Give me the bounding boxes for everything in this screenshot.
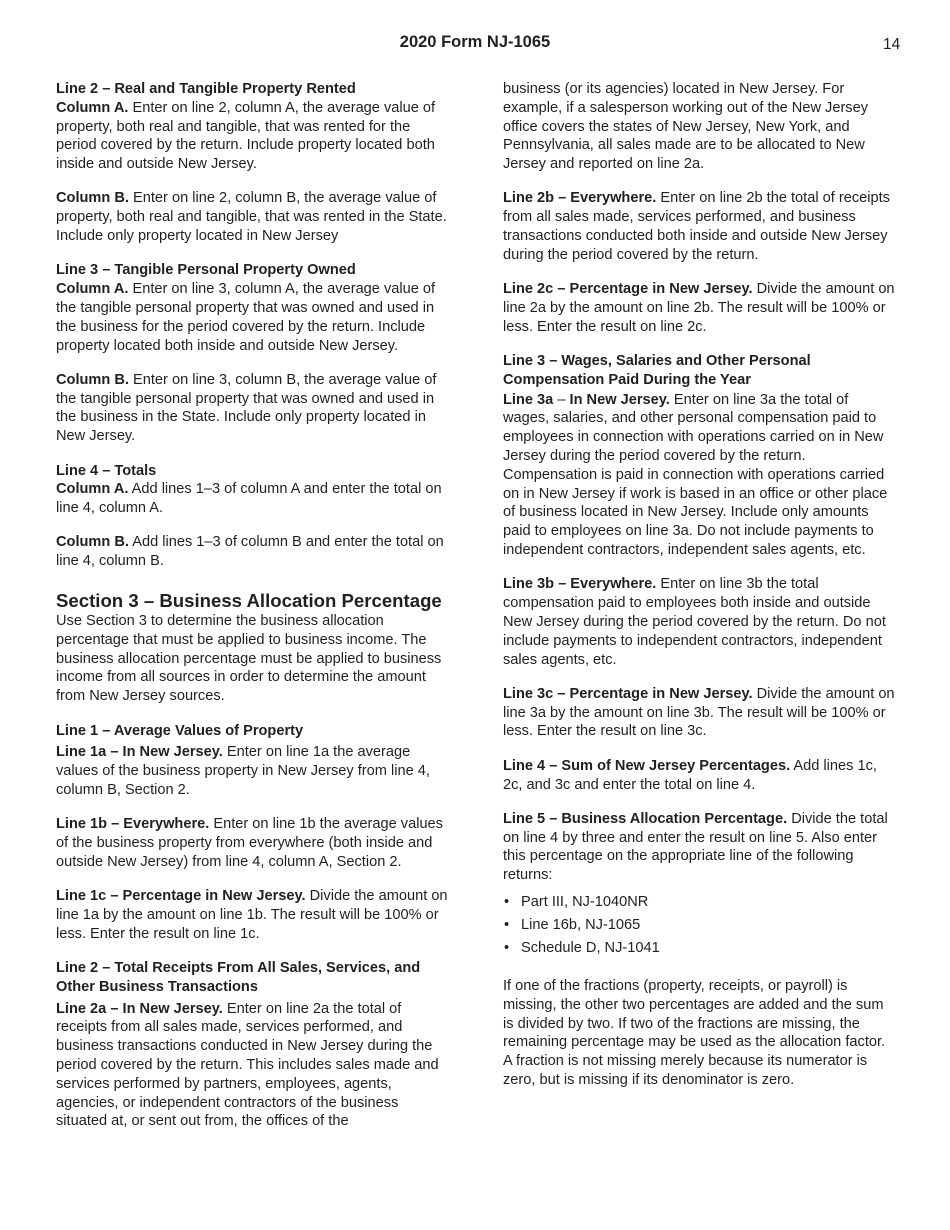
line4-column-b xyxy=(56,533,448,571)
column-b-text: Enter on line 2, column B, the average value of property, both real and tangible, that was rented in the State. Include only property located in New Jersey xyxy=(56,190,447,245)
line3a-label-in-nj: In New Jersey. xyxy=(569,391,670,408)
line2b-text: Enter on line 2b the total of receipts from all sales made, services performed, and business transactions conducted both inside and outside New Jersey during the period covered by the return. xyxy=(503,190,890,263)
line2-column-a xyxy=(56,99,448,174)
line3a-paragraph xyxy=(503,391,897,560)
line5-label: Line 5 – Business Allocation Percentage. xyxy=(503,810,788,827)
list-item: • Part III, NJ-1040NR xyxy=(503,893,897,912)
right-column xyxy=(503,80,897,1105)
line3b-label: Line 3b – Everywhere. xyxy=(503,576,657,593)
section3-line1-heading: Line 1 – Average Values of Property xyxy=(56,722,304,739)
list-item: • Line 16b, NJ-1065 xyxy=(503,916,897,935)
page-number: 14 xyxy=(883,36,901,53)
returns-list xyxy=(503,893,897,958)
line3c-label: Line 3c – Percentage in New Jersey. xyxy=(503,685,753,702)
line2a-label: Line 2a – In New Jersey. xyxy=(56,1000,223,1017)
line3a-dash: – xyxy=(553,391,570,408)
column-a-label: Column A. xyxy=(56,281,129,298)
column-b-text: Add lines 1–3 of column B and enter the total on line 4, column B. xyxy=(56,534,444,570)
line3c-text: Divide the amount on line 3a by the amount on line 3b. The result will be 100% or less. Enter the result on line 3c. xyxy=(503,685,895,740)
line4-label: Line 4 – Sum of New Jersey Percentages. xyxy=(503,757,791,774)
line5-text: Divide the total on line 4 by three and enter the result on line 5. Also enter this percentage on the appropriate line of the following returns: xyxy=(503,810,888,884)
column-a-label: Column A. xyxy=(56,99,129,116)
line1b-label: Line 1b – Everywhere. xyxy=(56,816,210,833)
line2-column-b xyxy=(56,189,448,245)
column-a-text: Add lines 1–3 of column A and enter the total on line 4, column A. xyxy=(56,481,442,517)
line3b-text: Enter on line 3b the total compensation paid to employees both inside and outside New Jersey during the period covered by the return. Do not include payments to independent contractors, independent sales agents, etc. xyxy=(503,576,886,668)
column-b-text: Enter on line 3, column B, the average value of the tangible personal property that was owned and used in the business in the State. Include only property located in New Jersey. xyxy=(56,371,437,445)
section-3-title: Section 3 – Business Allocation Percentage xyxy=(56,590,442,612)
line1c-label: Line 1c – Percentage in New Jersey. xyxy=(56,888,306,905)
column-a-label: Column A. xyxy=(56,481,129,498)
line1c-text: Divide the amount on line 1a by the amount on line 1b. The result will be 100% or less. Enter the result on line 1c. xyxy=(56,888,448,942)
line2c-label: Line 2c – Percentage in New Jersey. xyxy=(503,281,753,298)
list-item: • Schedule D, NJ-1041 xyxy=(503,939,897,958)
line2c-paragraph xyxy=(503,280,897,336)
line2b-paragraph xyxy=(503,189,897,264)
line3a-label: Line 3a xyxy=(503,391,554,408)
line3a-text: Enter on line 3a the total of wages, salaries, and other personal compensation paid to employees in connection with operations carried on in New Jersey during the period covered by the return. Compensation is paid in connection with operations carried on in New Jersey if work is based in an office or other place of business located in New Jersey. Include only amounts paid to employees on line 3a. Do not include payments to independent contractors, independent sales agents, etc. xyxy=(503,391,888,559)
closing-paragraph: If one of the fractions (property, receipts, or payroll) is missing, the other two percentages are added and the sum is divided by two. If two of the fractions are missing, the remaining percentage may be used as the allocation factor. A fraction is not missing merely because its numerator is zero, but is missing if its denominator is zero. xyxy=(503,977,886,1088)
column-a-text: Enter on line 3, column A, the average value of the tangible personal property that was owned and used in the business for the period covered by the return. Include property located both inside and outside New Jersey. xyxy=(56,281,436,354)
line1a-text: Enter on line 1a the average values of the business property in New Jersey from line 4, column B, Section 2. xyxy=(56,744,430,798)
line3c-paragraph xyxy=(503,685,897,741)
line2a-continued: business (or its agencies) located in New Jersey. For example, if a salesperson working out of the New Jersey office covers the states of New Jersey, New York, and Pennsylvania, all sales made are to be allocated to New Jersey and reported on line 2a. xyxy=(503,81,869,173)
column-b-label: Column B. xyxy=(56,190,129,207)
form-title: 2020 Form NJ-1065 xyxy=(399,33,551,51)
line3-column-a xyxy=(56,280,448,355)
line4-paragraph xyxy=(503,757,897,795)
line5-paragraph xyxy=(503,810,897,885)
line1b-text: Enter on line 1b the average values of the business property from everywhere (both inside and outside New Jersey) from line 4, column A, Section 2. xyxy=(56,816,443,870)
left-column xyxy=(56,80,448,1147)
line2-heading: Line 2 – Real and Tangible Property Rented xyxy=(56,81,356,97)
line1c-paragraph xyxy=(56,887,448,943)
line1a-paragraph xyxy=(56,743,448,799)
line3-column-b xyxy=(56,371,448,446)
line2a-text: Enter on line 2a the total of receipts from all sales made, services performed, and business transactions conducted in New Jersey during the period covered by the return. This includes sales made and services performed by partners, employees, agents, agencies, or independent contractors of the business situated at, or sent out from, the offices of the xyxy=(56,1000,439,1130)
section3-line2-heading: Line 2 – Total Receipts From All Sales, Services, and Other Business Transactions xyxy=(56,959,421,995)
line1a-label: Line 1a – In New Jersey. xyxy=(56,744,223,761)
line4-column-a xyxy=(56,480,448,518)
section-3-intro: Use Section 3 to determine the business allocation percentage that must be applied to business income. The business allocation percentage must be applied to business income from all sources in order to determine the amount from New Jersey sources. xyxy=(56,613,442,705)
line4-text: Add lines 1c, 2c, and 3c and enter the total on line 4. xyxy=(503,757,877,793)
line4-heading: Line 4 – Totals xyxy=(56,462,157,479)
line2c-text: Divide the amount on line 2a by the amount on line 2b. The result will be 100% or less. Enter the result on line 2c. xyxy=(503,281,895,335)
section3-line3-heading: Line 3 – Wages, Salaries and Other Personal Compensation Paid During the Year xyxy=(503,353,811,388)
line3-heading: Line 3 – Tangible Personal Property Owned xyxy=(56,262,356,279)
column-a-text: Enter on line 2, column A, the average value of property, both real and tangible, that was rented for the period covered by the return. Include property located both inside and outside New Jersey. xyxy=(56,99,436,173)
line1b-paragraph xyxy=(56,815,448,871)
line2b-label: Line 2b – Everywhere. xyxy=(503,190,657,207)
line3b-paragraph xyxy=(503,575,897,669)
column-b-label: Column B. xyxy=(56,371,129,388)
line2a-paragraph xyxy=(56,1000,448,1132)
section-3 xyxy=(56,590,448,706)
column-b-label: Column B. xyxy=(56,534,129,551)
